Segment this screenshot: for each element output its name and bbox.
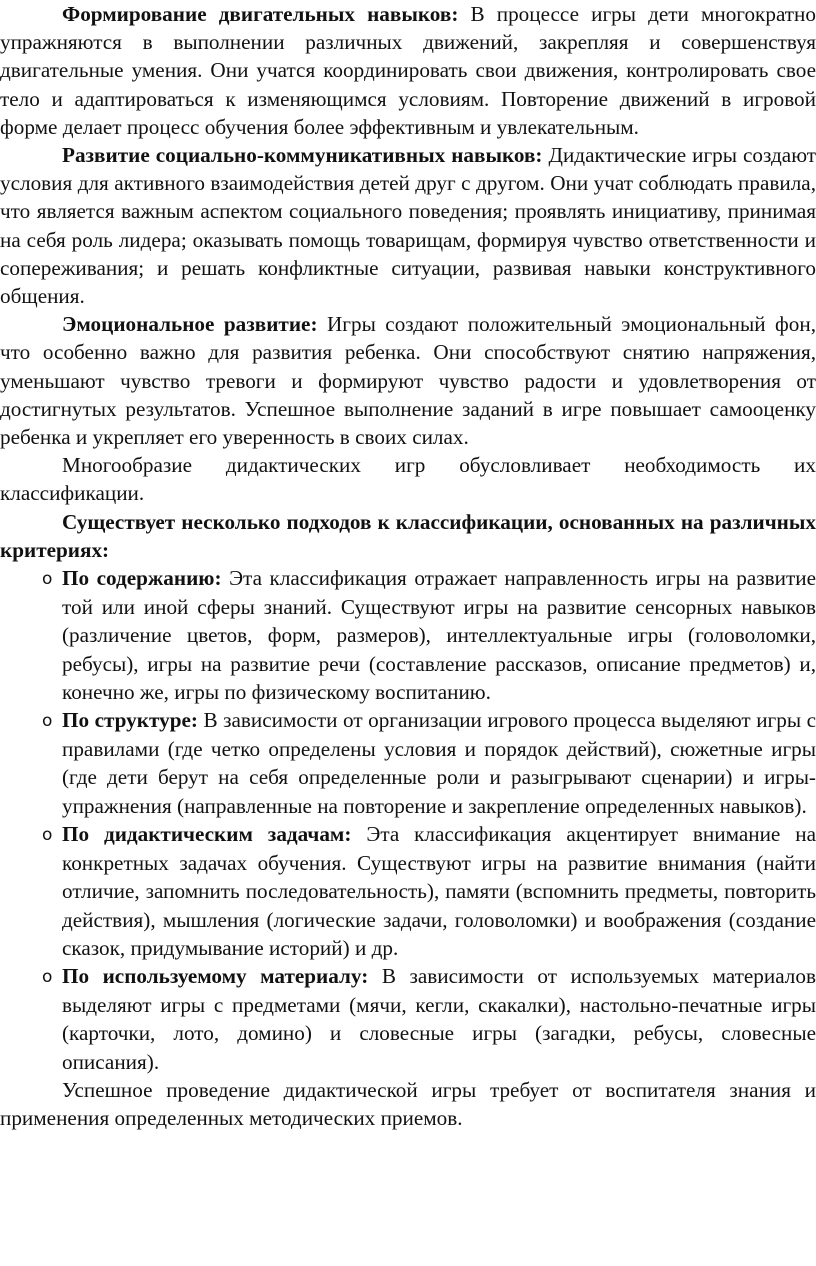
paragraph-emotional-development bbox=[0, 310, 816, 451]
bullet-icon: o bbox=[42, 966, 53, 987]
paragraph-closing: Успешное проведение дидактической игры требует от воспитателя знания и применения определенных методических приемов. bbox=[0, 1077, 816, 1130]
list-item-lead: По содержанию: bbox=[62, 566, 222, 591]
bullet-icon: o bbox=[42, 711, 53, 732]
paragraph-social-skills bbox=[0, 141, 816, 310]
bullet-icon: o bbox=[42, 569, 53, 590]
paragraph-text: В процессе игры дети многократно упражняются в выполнении различных движений, закрепляя и совершенствуя двигательные умения. Они учатся координировать свои движения, контролировать свое тело и адаптироваться к изменяющимся условиям. Повторение движений в игровой форме делает процесс обучения более эффективным и увлекательным. bbox=[0, 2, 816, 139]
paragraph-text: Игры создают положительный эмоциональный фон, что особенно важно для развития ребенка. Они способствуют снятию напряжения, уменьшают чувство тревоги и формируют чувство радости и удовлетворения от достигнутых результатов. Успешное выполнение заданий в игре повышает самооценку ребенка и укрепляет его уверенность в своих силах. bbox=[0, 312, 816, 450]
paragraph-lead: Эмоциональное развитие: bbox=[62, 312, 318, 337]
list-item-text: Эта классификация акцентирует внимание на конкретных задачах обучения. Существуют игры на развитие внимания (найти отличие, запомнить последовательность), памяти (вспомнить предметы, повторить действия), мышления (логические задачи, головоломки) и воображения (создание сказок, придумывание историй) и др. bbox=[62, 821, 816, 960]
paragraph-motor-skills bbox=[0, 0, 816, 141]
list-item bbox=[30, 820, 816, 962]
list-item bbox=[30, 962, 816, 1076]
list-item-text: В зависимости от используемых материалов выделяют игры с предметами (мячи, кегли, скакалки), настольно-печатные игры (карточки, лото, домино) и словесные игры (загадки, ребусы, словесные описания). bbox=[62, 963, 816, 1074]
paragraph-lead: Формирование двигательных навыков: bbox=[62, 2, 459, 26]
paragraph-lead: Развитие социально-коммуникативных навыков: bbox=[62, 143, 543, 168]
paragraph-text: Дидактические игры создают условия для активного взаимодействия детей друг с другом. Они учат соблюдать правила, что является важным аспектом социального поведения; проявлять инициативу, принимая на себя роль лидера; оказывать помощь товарищам, формируя чувство ответственности и сопереживания; и решать конфликтные ситуации, развивая навыки конструктивного общения. bbox=[0, 143, 816, 309]
list-item-lead: По дидактическим задачам: bbox=[62, 821, 352, 846]
classification-heading: Существует несколько подходов к классификации, основанных на различных критериях: bbox=[0, 509, 816, 562]
bullet-icon: o bbox=[42, 824, 53, 845]
classification-list bbox=[0, 564, 816, 1076]
list-item-text: Эта классификация отражает направленность игры на развитие той или иной сферы знаний. Существуют игры на развитие сенсорных навыков (различение цветов, форм, размеров), интеллектуальные игры (головоломки, ребусы), игры на развитие речи (составление рассказов, описание предметов) и, конечно же, игры по физическому воспитанию. bbox=[62, 566, 816, 704]
list-item-lead: По используемому материалу: bbox=[62, 963, 369, 988]
paragraph-diversity: Многообразие дидактических игр обусловливает необходимость их классификации. bbox=[0, 453, 816, 506]
list-item bbox=[30, 564, 816, 706]
list-item-text: В зависимости от организации игрового процесса выделяют игры с правилами (где четко определены условия и порядок действий), сюжетные игры (где дети берут на себя определенные роли и разыгрывают сценарии) и игры-упражнения (направленные на повторение и закрепление определенных навыков). bbox=[62, 708, 816, 818]
list-item bbox=[30, 706, 816, 820]
list-item-lead: По структуре: bbox=[62, 708, 198, 733]
